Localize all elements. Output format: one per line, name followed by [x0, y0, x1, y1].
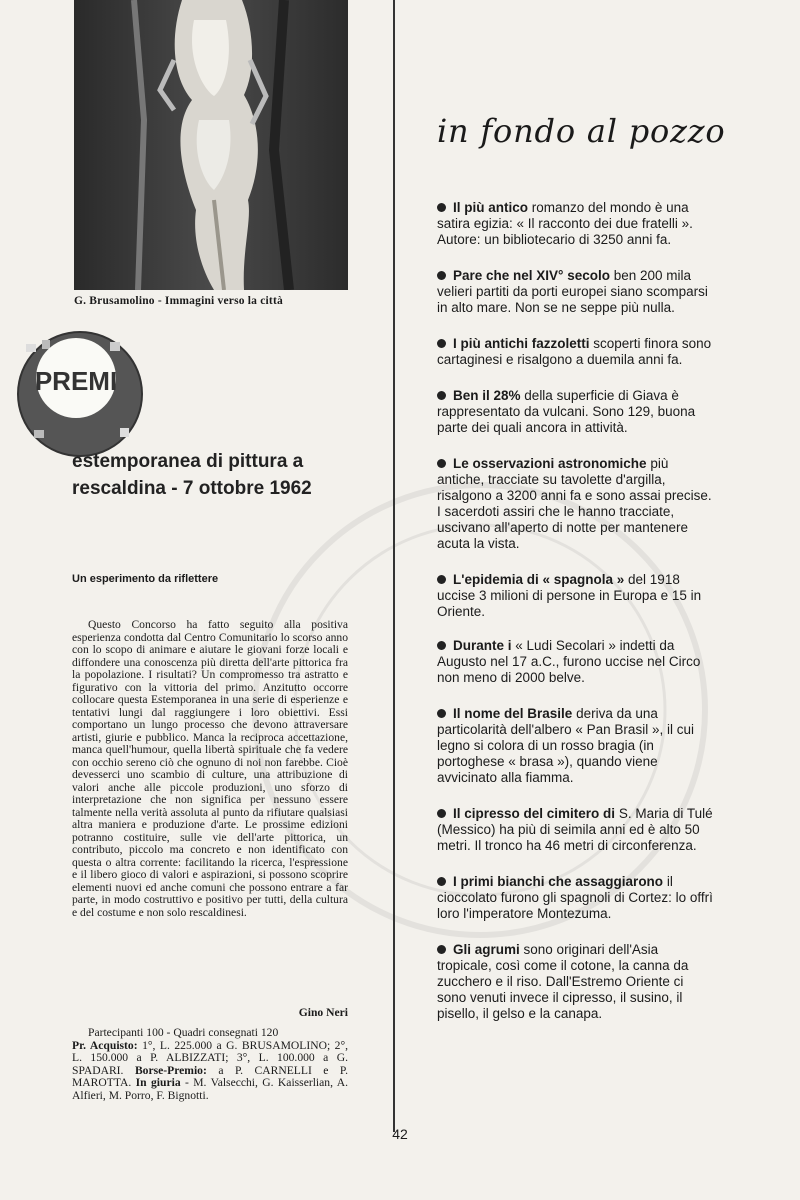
acquisto-label: Pr. Acquisto:: [72, 1038, 138, 1052]
fact-keyword: I più antichi fazzoletti: [453, 336, 590, 351]
badge-label: PREMI: [34, 366, 118, 396]
fact-keyword: Il più antico: [453, 200, 529, 215]
event-title-line-2: rescaldina - 7 ottobre 1962: [72, 478, 312, 499]
article-signature: Gino Neri: [298, 1006, 348, 1019]
fact-text: romanzo del mondo è una satira egizia: « Il racconto dei due fratelli ». Autore: un bibliotecario di 3250 anni fa.: [437, 200, 693, 247]
fact-text: scoperti finora sono cartaginesi e risalgono a duemila anni fa.: [437, 336, 712, 367]
fact-item: [437, 200, 715, 248]
fact-item: [437, 706, 715, 786]
fact-text: ben 200 mila velieri partiti da porti europei siano scomparsi in alto mare. Non se ne seppe più nulla.: [437, 268, 708, 315]
fact-keyword: I primi bianchi che assaggiarono: [453, 874, 664, 889]
page-number: 42: [392, 1126, 408, 1142]
fact-text: della superficie di Giava è rappresentato da vulcani. Sono 129, buona parte dei quali ancora in attività.: [437, 388, 696, 435]
bullet-icon: [437, 339, 446, 348]
painting-image: [74, 0, 348, 290]
giuria-text: - M. Valsecchi, G. Kaisserlian, A. Alfieri, M. Porro, F. Bignotti.: [72, 1076, 348, 1102]
fact-text: « Ludi Secolari » indetti da Augusto nel 17 a.C., furono uccise nel Circo non meno di 2000 belve.: [437, 638, 701, 685]
bullet-icon: [437, 641, 446, 650]
fact-text: sono originari dell'Asia tropicale, così come il cotone, la canna da zucchero e il riso. Dall'Estremo Oriente ci sono venuti invece il cipresso, il susino, il pisello, il gelso e la canapa.: [437, 942, 689, 1021]
fact-item: [437, 874, 715, 922]
fact-item: [437, 336, 715, 368]
bullet-icon: [437, 575, 446, 584]
fact-item: [437, 806, 715, 854]
fact-text: del 1918 uccise 3 milioni di persone in Europa e 15 in Oriente.: [437, 572, 702, 619]
fact-keyword: Ben il 28%: [453, 388, 521, 403]
fact-text: S. Maria di Tulé (Messico) ha più di seimila anni ed è alto 50 metri. Il tronco ha 46 metri di circonferenza.: [437, 806, 713, 853]
borse-label: Borse-Premio:: [134, 1063, 207, 1077]
fact-item: [437, 456, 715, 552]
fact-item: [437, 268, 715, 316]
fact-text: deriva da una particolarità dell'albero « Pan Brasil », il cui legno si colora di un rosso bragia (in portoghese « brasa »), quando viene avvicinato alla fiamma.: [437, 706, 694, 785]
bullet-icon: [437, 271, 446, 280]
fact-text: il cioccolato furono gli spagnoli di Cortez: lo offrì loro l'imperatore Montezuma.: [437, 874, 713, 921]
fact-text: più antiche, tracciate su tavolette d'argilla, risalgono a 3200 anni fa e sono assai precise. I sacerdoti assiri che le hanno tracciate, uscivano all'aperto di notte per mantenere acuta la vista.: [437, 456, 712, 551]
event-title: [72, 448, 372, 502]
fact-keyword: Pare che nel XIV° secolo: [453, 268, 610, 283]
facts-list: [437, 200, 715, 1022]
fact-keyword: Gli agrumi: [453, 942, 520, 957]
bullet-icon: [437, 459, 446, 468]
participants-lead: Partecipanti 100 - Quadri consegnati 120: [88, 1026, 279, 1039]
fact-item: [437, 388, 715, 436]
premi-badge: [16, 330, 144, 458]
article-body: Questo Concorso ha fatto seguito alla positiva esperienza condotta dal Centro Comunitario lo scorso anno con lo scopo di animare e aiutare le giovani forze locali e diffondere una conoscenza più diretta dell'arte pittorica fra la popolazione. I risultati? Un compromesso tra astratto e figurativo con la vittoria del primo. Anzitutto occorre collocare questa Estemporanea in una serie di esperienze e tentativi lungi dal raggiungere i loro obiettivi. Essi comportano un lungo processo che devono attraversare artisti, giurie e pubblico. Manca la reciproca accettazione, manca quell'humour, quella libertà spirituale che fa vedere con occhio sereno ciò che ognuno di noi non farebbe. Cioè devesserci uno scambio di culture, una attribuzione di valori anche alle piccole produzioni, uno sforzo di interpretazione che non significa per nessuno essere talmente nella verità assoluta al punto da rifiutare qualsiasi altra maniera e produzione d'arte. Le prossime edizioni potranno costituire, sulle vie dell'arte pittorica, un contributo, piccolo ma concreto e non identificato con questa o altra corrente: facilitando la ricerca, l'espressione e il libero gioco di valori e aspirazioni, si possono scoprire elementi nuovi ed anche comuni che possono entrare a far parte, in modo costruttivo e positivo per tutti, della cultura e del costume e non solo rescaldinesi.: [72, 618, 348, 919]
giuria-label: In giuria: [135, 1076, 181, 1089]
participants-block: [72, 1027, 348, 1102]
fact-item: [437, 572, 715, 620]
fact-keyword: Il cipresso del cimitero di: [453, 806, 616, 821]
section-title: in fondo al pozzo: [437, 112, 726, 150]
borse-text: a P. CARNELLI e P. MAROTTA.: [72, 1063, 348, 1089]
column-divider: [393, 0, 395, 1132]
fact-item: [437, 942, 715, 1022]
event-title-line-1: estemporanea di pittura a: [72, 451, 304, 472]
bullet-icon: [437, 809, 446, 818]
fact-keyword: Durante i: [453, 638, 512, 653]
bullet-icon: [437, 945, 446, 954]
article-subheading: Un esperimento da riflettere: [72, 573, 219, 585]
image-caption: G. Brusamolino - Immagini verso la città: [74, 295, 283, 307]
fact-keyword: Le osservazioni astronomiche: [453, 456, 647, 471]
fact-item: [437, 638, 715, 686]
bullet-icon: [437, 877, 446, 886]
acquisto-text: 1°, L. 225.000 a G. BRUSAMOLINO; 2°, L. 150.000 a P. ALBIZZATI; 3°, L. 100.000 a G. SPADARI.: [72, 1038, 348, 1077]
fact-keyword: Il nome del Brasile: [453, 706, 573, 721]
fact-keyword: L'epidemia di « spagnola »: [453, 572, 625, 587]
bullet-icon: [437, 203, 446, 212]
bullet-icon: [437, 391, 446, 400]
bullet-icon: [437, 709, 446, 718]
